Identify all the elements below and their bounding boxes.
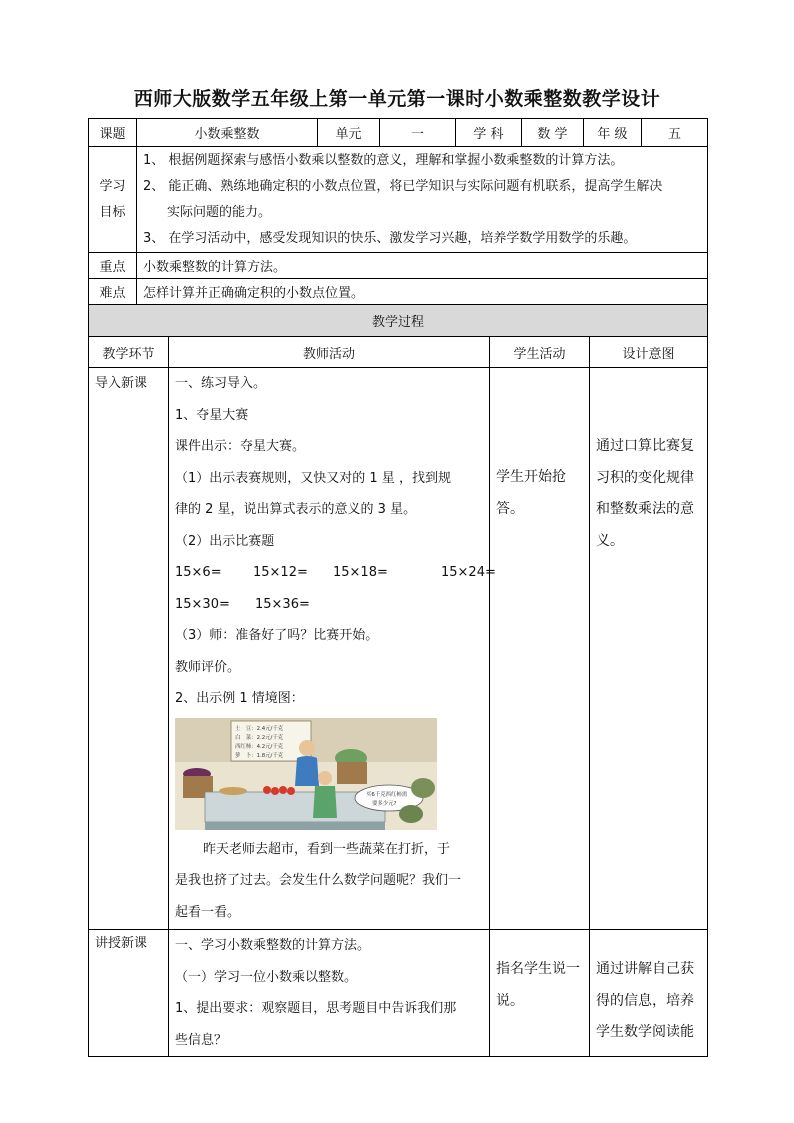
intro-line: （1）出示表赛规则，又快又对的 1 星 ，找到规 xyxy=(175,470,451,486)
topic-value: 小数乘整数 xyxy=(137,119,318,147)
teach-design-intent xyxy=(590,930,708,1057)
intro-line: 2、出示例 1 情境图： xyxy=(175,691,304,706)
page-title: 西师大版数学五年级上第一单元第一课时小数乘整数教学设计 xyxy=(133,88,661,110)
goal-item-2a: 2、 能正确、熟练地确定积的小数点位置，将已学知识与实际问题有机联系，提高学生解决 xyxy=(143,178,663,194)
student-activity-text: 学生开始抢答。 xyxy=(496,469,566,517)
intro-line: 课件出示：夺星大赛。 xyxy=(175,439,306,454)
intro-stage: 导入新课 xyxy=(89,368,169,930)
col-header-stage: 教学环节 xyxy=(89,337,169,368)
tomato xyxy=(287,787,295,795)
intro-line: 一、练习导入。 xyxy=(175,376,267,391)
intro-student-activity xyxy=(490,368,590,930)
intro-line: 律的 2 星，说出算式表示的意义的 3 星。 xyxy=(175,502,417,517)
unit-label: 单元 xyxy=(318,119,380,147)
math-row-1 xyxy=(175,557,496,589)
teach-teacher-activity xyxy=(169,930,490,1057)
topic-label: 课题 xyxy=(89,119,137,147)
pumpkin xyxy=(399,805,423,823)
goals-content xyxy=(137,147,708,253)
grade-label: 年 级 xyxy=(584,119,642,147)
speech-line: 买6千克西红柿需 xyxy=(366,791,408,798)
difficulty-value: 怎样计算并正确确定积的小数点位置。 xyxy=(137,279,708,305)
goals-label xyxy=(89,147,137,253)
math-problem: 15×12= xyxy=(253,565,308,580)
teach-line: 1、提出要求：观察题目，思考题目中告诉我们那 xyxy=(175,1001,457,1016)
key-point-label: 重点 xyxy=(89,253,137,279)
vendor-head xyxy=(299,740,315,756)
teaching-process-table xyxy=(88,304,708,1057)
teach-line: 一、学习小数乘整数的计算方法。 xyxy=(175,938,371,953)
math-problem: 15×36= xyxy=(255,596,310,612)
price-line: 西红柿：4.2元/千克 xyxy=(235,743,284,750)
difficulty-label: 难点 xyxy=(89,279,137,305)
customer-head xyxy=(318,771,332,785)
math-problem: 15×18= xyxy=(333,565,388,580)
goal-item-1: 1、 根据例题探索与感悟小数乘以整数的意义，理解和掌握小数乘整数的计算方法。 xyxy=(143,152,624,168)
counter-base xyxy=(205,822,385,830)
subject-value: 数 学 xyxy=(522,119,584,147)
student-line: 指名学生说一 xyxy=(496,961,580,977)
price-line: 萝 卜：1.8元/千克 xyxy=(235,752,284,759)
intro-line: （2）出示比赛题 xyxy=(175,533,275,549)
market-scene-illustration xyxy=(175,718,437,830)
customer-body xyxy=(313,786,337,818)
potatoes xyxy=(219,787,247,795)
math-problem: 15×30= xyxy=(175,596,230,612)
process-title: 教学过程 xyxy=(89,305,708,337)
col-header-teacher: 教师活动 xyxy=(169,337,490,368)
design-line: 和整数乘法的意 xyxy=(596,501,694,517)
teach-student-activity xyxy=(490,930,590,1057)
design-line: 通过讲解自己获 xyxy=(596,961,694,977)
teach-stage: 讲授新课 xyxy=(89,930,169,1057)
teach-line: （一）学习一位小数乘以整数。 xyxy=(175,969,358,985)
intro-teacher-activity xyxy=(169,368,496,930)
grade-value: 五 xyxy=(642,119,708,147)
math-problem: 15×24= xyxy=(441,565,496,580)
vendor-body xyxy=(295,756,319,786)
unit-value: 一 xyxy=(380,119,456,147)
teach-line: 些信息？ xyxy=(175,1032,228,1048)
design-line: 得的信息，培养 xyxy=(596,992,694,1009)
design-line: 义。 xyxy=(596,532,624,549)
design-line: 通过口算比赛复 xyxy=(596,438,694,454)
math-row-2 xyxy=(175,589,483,621)
math-problem: 15×6= xyxy=(175,565,222,580)
goals-label-line1: 学习 xyxy=(99,178,126,194)
intro-line: 教师评价。 xyxy=(175,659,241,675)
story-line: 是我也挤了过去。会发生什么数学问题呢？我们一 xyxy=(175,873,462,888)
goals-label-line2: 目标 xyxy=(99,204,126,220)
story-line: 起看一看。 xyxy=(175,904,241,920)
right-basket xyxy=(337,762,367,784)
subject-label: 学 科 xyxy=(456,119,522,147)
intro-design-intent xyxy=(590,368,708,930)
design-line: 习积的变化规律 xyxy=(596,469,694,486)
key-point-value: 小数乘整数的计算方法。 xyxy=(137,253,708,279)
tomato xyxy=(263,786,271,794)
design-line: 学生数学阅读能 xyxy=(596,1024,694,1040)
col-header-design: 设计意图 xyxy=(590,337,708,368)
price-line: 土 豆：2.4元/千克 xyxy=(235,725,284,732)
tomato xyxy=(279,786,287,794)
pumpkin xyxy=(411,778,435,798)
col-header-student: 学生活动 xyxy=(490,337,590,368)
student-line: 说。 xyxy=(496,992,524,1009)
speech-line: 要多少元? xyxy=(372,800,397,807)
intro-line: 1、夺星大赛 xyxy=(175,407,249,423)
tomato xyxy=(271,787,279,795)
story-line: 昨天老师去超市，看到一些蔬菜在打折，于 xyxy=(203,841,451,857)
intro-line: （3）师：准备好了吗？比赛开始。 xyxy=(175,628,379,643)
price-line: 白 菜：2.2元/千克 xyxy=(235,734,284,741)
goal-item-2b: 实际问题的能力。 xyxy=(167,204,272,220)
goal-item-3: 3、 在学习活动中，感受发现知识的快乐、激发学习兴趣，培养学数学用数学的乐趣。 xyxy=(143,230,637,246)
lesson-info-table xyxy=(88,118,708,305)
